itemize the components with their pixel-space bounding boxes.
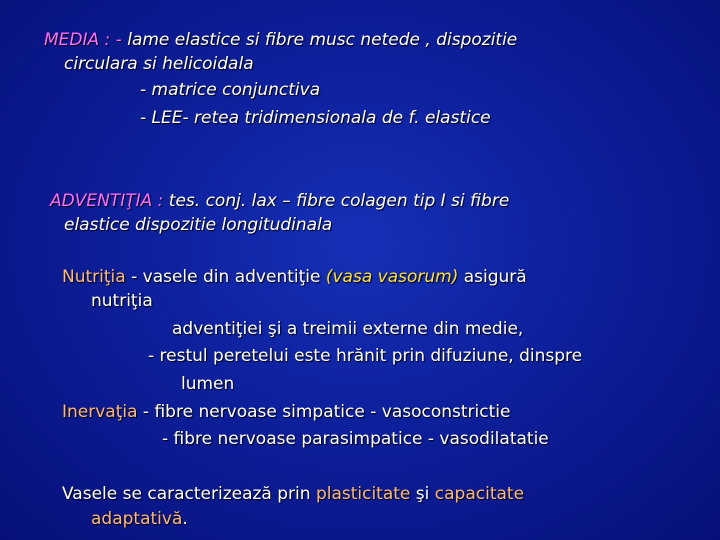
vasele-adaptativa: adaptativă [91, 509, 183, 529]
adventitia-text-1: tes. conj. lax – fibre colagen tip I si fibre [163, 191, 510, 211]
inervatia-line-2: - fibre nervoase parasimpatice - vasodilatatie [162, 429, 549, 449]
adventitia-label: ADVENTIŢIA : [50, 191, 164, 211]
inervatia-label: Inervaţia [62, 402, 138, 422]
vasele-capacitate: capacitate [434, 484, 525, 504]
nutritia-line-1 [62, 267, 527, 287]
nutritia-vasa-vasorum: (vasa vasorum) [325, 267, 459, 287]
vasele-line-2 [91, 509, 188, 529]
media-line-3: - matrice conjunctiva [140, 80, 321, 100]
vasele-period: . [182, 509, 188, 529]
nutritia-line-4: - restul peretelui este hrănit prin difuziune, dinspre [148, 346, 583, 366]
vasele-plasticitate: plasticitate [315, 484, 411, 504]
nutritia-line-5: lumen [181, 374, 235, 394]
media-line-1 [44, 30, 517, 50]
media-line-4: - LEE- retea tridimensionala de f. elastice [140, 108, 491, 128]
vasele-text-1a: Vasele se caracterizează prin [62, 484, 316, 504]
nutritia-text-1b: asigură [458, 267, 527, 287]
nutritia-line-2: nutriţia [91, 291, 153, 311]
media-label: MEDIA : - [44, 30, 122, 50]
inervatia-text-1: - fibre nervoase simpatice - vasoconstrictie [137, 402, 511, 422]
nutritia-dash: - [125, 267, 143, 287]
adventitia-line-1 [50, 191, 509, 211]
inervatia-line-1 [62, 402, 510, 422]
adventitia-line-2: elastice dispozitie longitudinala [64, 215, 333, 235]
media-text-1: lame elastice si fibre musc netede , dispozitie [121, 30, 518, 50]
nutritia-text-1a: vasele din adventiţie [142, 267, 326, 287]
vasele-line-1 [62, 484, 524, 504]
media-line-2: circulara si helicoidala [64, 54, 254, 74]
nutritia-line-3: adventiţiei şi a treimii externe din medie, [172, 319, 524, 339]
nutritia-label: Nutriţia [62, 267, 126, 287]
vasele-text-1b: şi [410, 484, 435, 504]
